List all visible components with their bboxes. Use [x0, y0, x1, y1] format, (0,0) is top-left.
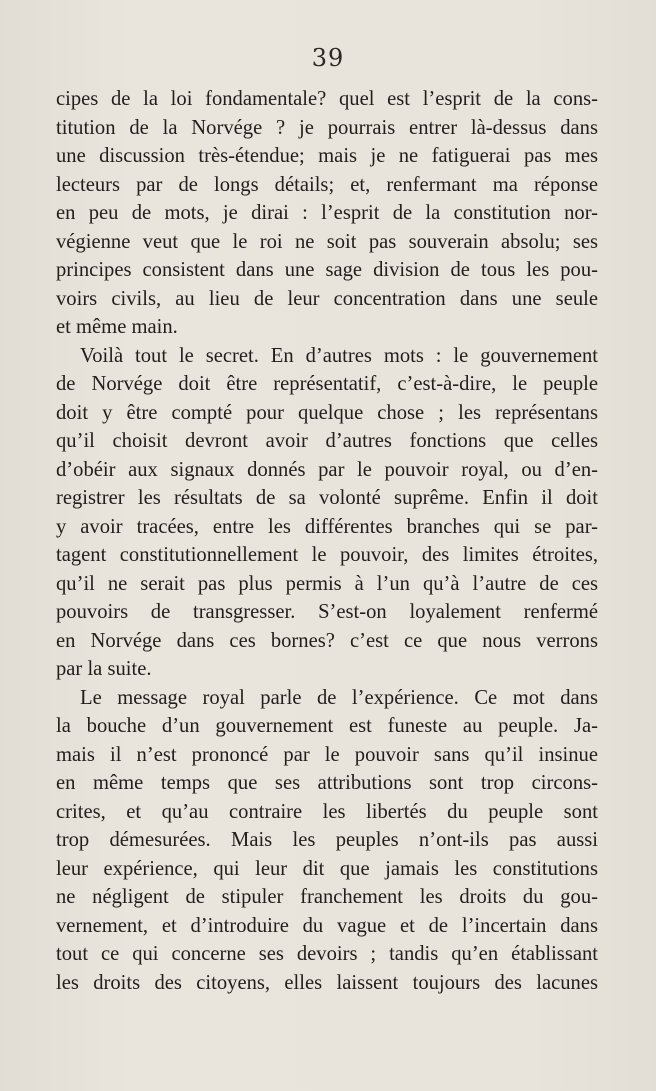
text-line-8: voirs civils, au lieu de leur concentration dans une seule — [56, 288, 598, 310]
text-line-11: de Norvége doit être représentatif, c’est-à-dire, le peuple — [56, 373, 598, 395]
text-line-9: et même main. — [56, 316, 178, 338]
text-line-26: crites, et qu’au contraire les libertés du peuple sont — [56, 801, 598, 823]
text-line-18: qu’il ne serait pas plus permis à l’un qu’à l’autre de ces — [56, 573, 598, 595]
text-line-16: y avoir tracées, entre les différentes branches qui se par- — [56, 516, 598, 538]
text-line-28: leur expérience, qui leur dit que jamais les constitutions — [56, 858, 598, 880]
text-line-7: principes consistent dans une sage division de tous les pou- — [56, 259, 598, 281]
text-line-4: lecteurs par de longs détails; et, renfermant ma réponse — [56, 174, 598, 196]
text-line-25: en même temps que ses attributions sont trop circons- — [56, 772, 598, 794]
text-line-20: en Norvége dans ces bornes? c’est ce que nous verrons — [56, 630, 598, 652]
page-number: 39 — [311, 44, 345, 72]
text-line-30: vernement, et d’introduire du vague et de l’incertain dans — [56, 915, 598, 937]
text-line-3: une discussion très-étendue; mais je ne fatiguerai pas mes — [56, 145, 598, 167]
text-line-17: tagent constitutionnellement le pouvoir, des limites étroites, — [56, 544, 598, 566]
text-line-31: tout ce qui concerne ses devoirs ; tandis qu’en établissant — [56, 943, 598, 965]
text-line-10: Voilà tout le secret. En d’autres mots : le gouvernement — [80, 345, 598, 367]
text-line-14: d’obéir aux signaux donnés par le pouvoir royal, ou d’en- — [56, 459, 598, 481]
text-line-6: végienne veut que le roi ne soit pas souverain absolu; ses — [56, 231, 598, 253]
text-line-21: par la suite. — [56, 658, 152, 680]
text-line-15: registrer les résultats de sa volonté suprême. Enfin il doit — [56, 487, 598, 509]
text-line-12: doit y être compté pour quelque chose ; les représentans — [56, 402, 598, 424]
text-line-19: pouvoirs de transgresser. S’est-on loyalement renfermé — [56, 601, 598, 623]
text-line-29: ne négligent de stipuler franchement les droits du gou- — [56, 886, 598, 908]
text-line-24: mais il n’est prononcé par le pouvoir sans qu’il insinue — [56, 744, 598, 766]
text-line-5: en peu de mots, je dirai : l’esprit de la constitution nor- — [56, 202, 598, 224]
text-line-13: qu’il choisit devront avoir d’autres fonctions que celles — [56, 430, 598, 452]
text-line-23: la bouche d’un gouvernement est funeste au peuple. Ja- — [56, 715, 598, 737]
text-line-32: les droits des citoyens, elles laissent toujours des lacunes — [56, 972, 598, 994]
text-line-2: titution de la Norvége ? je pourrais entrer là-dessus dans — [56, 117, 598, 139]
text-line-1: cipes de la loi fondamentale? quel est l’esprit de la cons- — [56, 88, 598, 110]
text-line-22: Le message royal parle de l’expérience. Ce mot dans — [80, 687, 598, 709]
text-line-27: trop démesurées. Mais les peuples n’ont-ils pas aussi — [56, 829, 598, 851]
